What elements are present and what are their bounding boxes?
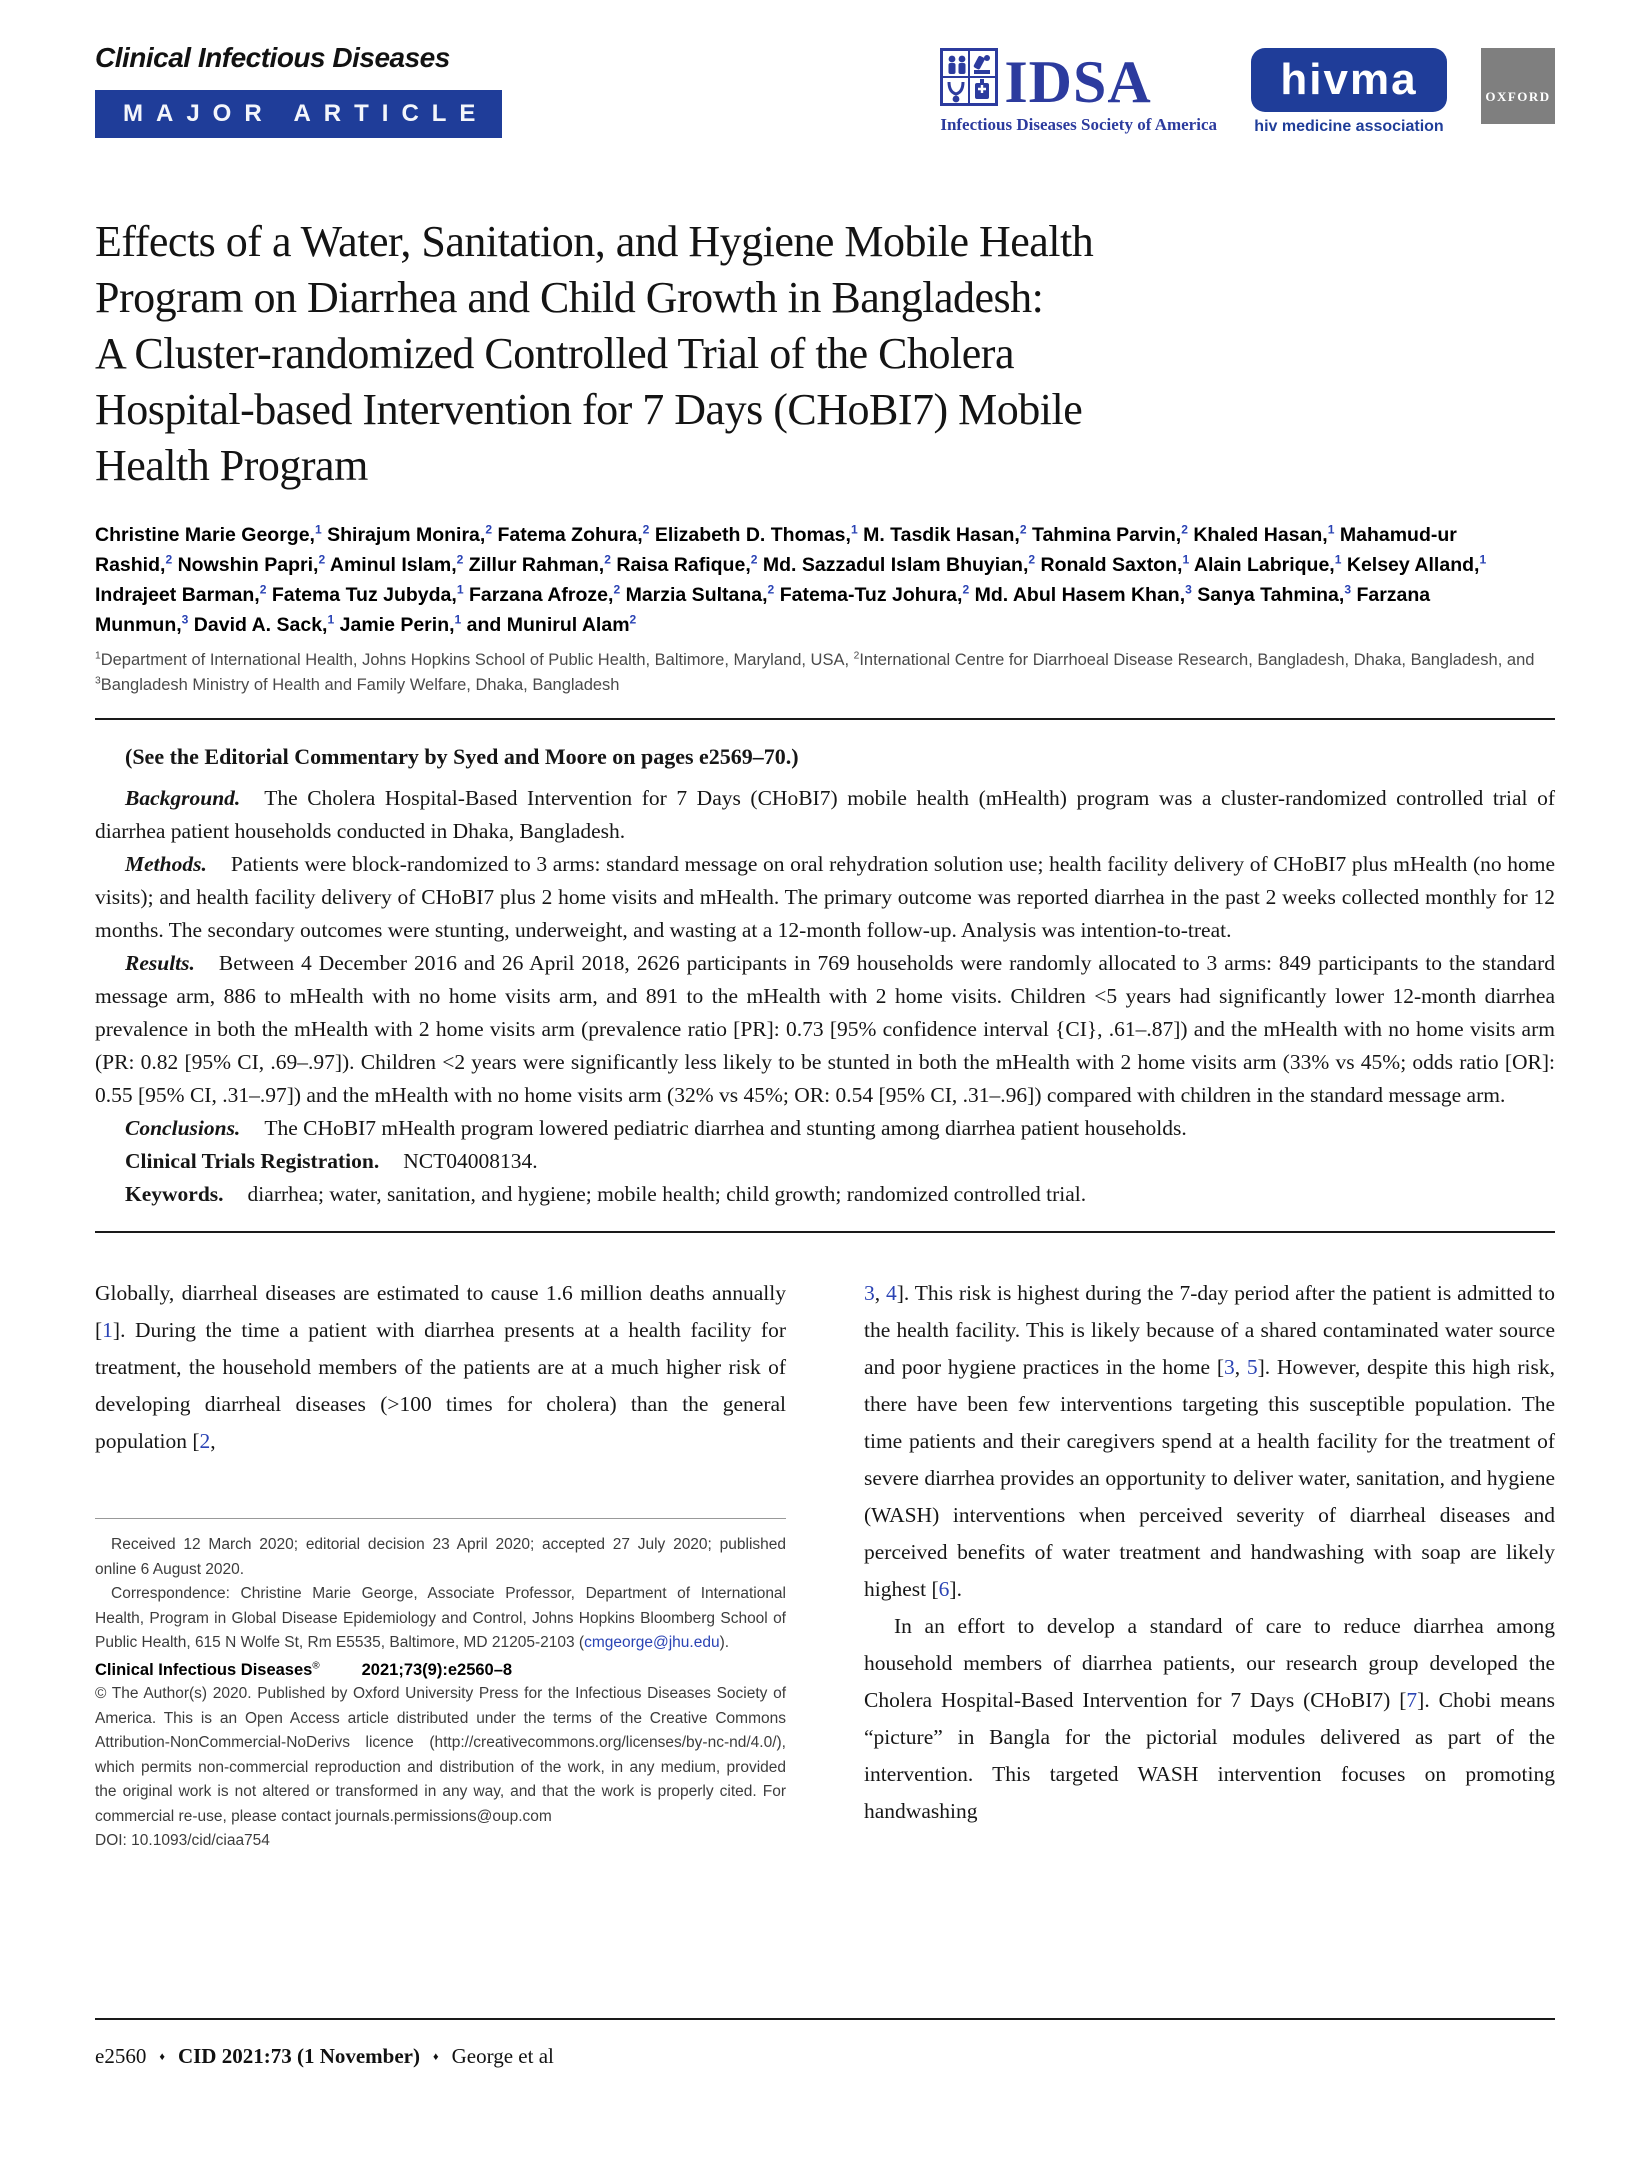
footnote-copyright: © The Author(s) 2020. Published by Oxford University Press for the Infectious Diseases Society of America. This is an Open Access article distributed under the terms of the Creative Commons Attribution-NonCommercial-NoDerivs licence (http://creativecommons.org/licenses/by-nc-nd/4.0/), which permits non-commercial reproduction and distribution of the work, in any medium, provided the original work is not altered or transformed in any way, and that the work is properly cited. For commercial re-use, please contact journals.permissions@oup.com bbox=[95, 1685, 786, 1825]
citation-ref[interactable]: 3 bbox=[864, 1281, 875, 1305]
author-affiliation-sup: 1 bbox=[456, 582, 464, 597]
author-affiliation-sup: 3 bbox=[181, 612, 189, 627]
hivma-logo bbox=[1251, 48, 1447, 136]
footnote-doi: DOI: 10.1093/cid/ciaa754 bbox=[95, 1832, 270, 1849]
author-affiliation-sup: 1 bbox=[1334, 552, 1342, 567]
hivma-wordmark: hivma bbox=[1251, 48, 1447, 112]
author-affiliation-sup: 2 bbox=[767, 582, 775, 597]
oxford-logo bbox=[1481, 48, 1555, 124]
abstract-trials-registration: Clinical Trials Registration. NCT04008134. bbox=[125, 1149, 538, 1173]
author-affiliation-sup: 2 bbox=[642, 522, 650, 537]
author-affiliation-sup: 2 bbox=[259, 582, 267, 597]
citation-ref[interactable]: 7 bbox=[1406, 1688, 1418, 1712]
author-affiliation-sup: 2 bbox=[318, 552, 326, 567]
abstract-keywords: Keywords. diarrhea; water, sanitation, and hygiene; mobile health; child growth; randomized controlled trial. bbox=[125, 1182, 1087, 1206]
author-name: Aminul Islam, bbox=[329, 554, 457, 576]
footnote-correspondence: Correspondence: Christine Marie George, Associate Professor, Department of International Health, Program in Global Disease Epidemiology and Control, Johns Hopkins Bloomberg School of Public Health, 615 N Wolfe St, Rm E5535, Baltimore, MD 21205-2103 (cmgeorge@jhu.edu). bbox=[95, 1585, 786, 1651]
author-affiliation-sup: 1 bbox=[850, 522, 858, 537]
author-name: Sanya Tahmina, bbox=[1197, 584, 1345, 606]
author-name: Mahamud-ur Rashid, bbox=[95, 524, 1457, 576]
masthead bbox=[95, 42, 1555, 138]
journal-name: Clinical Infectious Diseases bbox=[95, 42, 450, 73]
hivma-tagline: hiv medicine association bbox=[1254, 118, 1444, 135]
citation-ref[interactable]: 1 bbox=[102, 1318, 113, 1342]
author-name: Nowshin Papri, bbox=[177, 554, 319, 576]
citation-ref[interactable]: 5 bbox=[1246, 1355, 1258, 1379]
idsa-acronym: IDSA bbox=[1004, 49, 1152, 115]
author-name: Khaled Hasan, bbox=[1193, 524, 1328, 546]
author-affiliation-sup: 2 bbox=[456, 552, 464, 567]
abstract bbox=[95, 782, 1555, 1211]
author-name: Raisa Rafique, bbox=[616, 554, 751, 576]
author-name: Marzia Sultana, bbox=[625, 584, 768, 606]
article-title bbox=[95, 214, 1555, 494]
body-paragraph: 3, 4]. This risk is highest during the 7-day period after the patient is admitted to the health facility. This is likely because of a shared contaminated water source and poor hygiene practices in the home [3, 5]. However, despite this high risk, there have been few interventions targeting this susceptible population. The time patients and their caregivers spend at a health facility for the treatment of severe diarrhea provides an opportunity to deliver water, sanitation, and hygiene (WASH) interventions when perceived severity of diarrheal diseases and perceived benefits of water treatment and handwashing with soap are likely highest [6]. bbox=[864, 1281, 1556, 1601]
title-line: Health Program bbox=[95, 441, 368, 490]
author-affiliation-sup: 2 bbox=[485, 522, 493, 537]
footnotes bbox=[95, 1518, 786, 1854]
publisher-logos bbox=[940, 48, 1555, 136]
author-name: Farzana Afroze, bbox=[468, 584, 614, 606]
page-footer: e2560 ♦ CID 2021:73 (1 November) ♦ George et al bbox=[95, 2018, 1555, 2069]
author-affiliation-sup: 3 bbox=[1344, 582, 1352, 597]
author-affiliation-sup: 2 bbox=[1019, 522, 1027, 537]
author-name: Indrajeet Barman, bbox=[95, 584, 260, 606]
title-line: Hospital-based Intervention for 7 Days (CHoBI7) Mobile bbox=[95, 385, 1083, 434]
masthead-left bbox=[95, 42, 502, 138]
citation-ref[interactable]: 6 bbox=[938, 1577, 950, 1601]
author-name: Kelsey Alland, bbox=[1346, 554, 1480, 576]
author-name: Alain Labrique, bbox=[1193, 554, 1335, 576]
author-affiliation-sup: 2 bbox=[165, 552, 173, 567]
footnote-journal-citation: Clinical Infectious Diseases® 2021;73(9):e2560–8 bbox=[95, 1660, 513, 1679]
author-affiliation-sup: 1 bbox=[327, 612, 335, 627]
editorial-note: (See the Editorial Commentary by Syed and Moore on pages e2569–70.) bbox=[125, 744, 799, 769]
body-paragraph: Globally, diarrheal diseases are estimated to cause 1.6 million deaths annually [1]. During the time a patient with diarrhea presents at a health facility for treatment, the household members of the patients are at a much higher risk of developing diarrheal diseases (>100 times for cholera) than the general population [2, bbox=[95, 1281, 786, 1453]
author-affiliation-sup: 2 bbox=[750, 552, 758, 567]
author-name: Elizabeth D. Thomas, bbox=[654, 524, 851, 546]
idsa-crest-icon bbox=[940, 48, 998, 111]
abstract-methods: Methods. Patients were block-randomized to 3 arms: standard message on oral rehydration solution use; health facility delivery of CHoBI7 plus mHealth (no home visits); and health facility delivery of CHoBI7 plus 2 home visits and mHealth. The primary outcome was reported diarrhea in the past 2 weeks collected monthly for 12 months. The secondary outcomes were stunting, underweight, and wasting at a 12-month follow-up. Analysis was intention-to-treat. bbox=[95, 852, 1555, 942]
author-affiliation-sup: 2 bbox=[629, 612, 637, 627]
author-affiliation-sup: 1 bbox=[1479, 552, 1487, 567]
author-affiliation-sup: 1 bbox=[454, 612, 462, 627]
author-affiliation-sup: 2 bbox=[962, 582, 970, 597]
author-name: and Munirul Alam bbox=[466, 614, 630, 636]
author-name: Tahmina Parvin, bbox=[1032, 524, 1182, 546]
abstract-conclusions: Conclusions. The CHoBI7 mHealth program lowered pediatric diarrhea and stunting among diarrhea patient households. bbox=[125, 1116, 1187, 1140]
author-name: Fatema-Tuz Johura, bbox=[779, 584, 963, 606]
author-name: Fatema Zohura, bbox=[497, 524, 643, 546]
author-name: Zillur Rahman, bbox=[468, 554, 605, 576]
author-name: M. Tasdik Hasan, bbox=[863, 524, 1020, 546]
author-name: Ronald Saxton, bbox=[1040, 554, 1183, 576]
author-name: Md. Sazzadul Islam Bhuyian, bbox=[762, 554, 1029, 576]
abstract-results: Results. Between 4 December 2016 and 26 April 2018, 2626 participants in 769 households were randomly allocated to 3 arms: 849 participants to the standard message arm, 886 to mHealth with no home visits arm, and 891 to the mHealth with 2 home visits. Children <5 years had significantly lower 12-month diarrhea prevalence in both the mHealth with 2 home visits arm (prevalence ratio [PR]: 0.73 [95% confidence interval {CI}, .61–.87]) and the mHealth with no home visits arm (PR: 0.82 [95% CI, .69–.97]). Children <2 years were significantly less likely to be stunted in both the mHealth with 2 home visits arm (33% vs 45%; odds ratio [OR]: 0.55 [95% CI, .31–.97]) and the mHealth with no home visits arm (32% vs 45%; OR: 0.54 [95% CI, .31–.96]) compared with children in the standard message arm. bbox=[95, 951, 1555, 1107]
title-line: A Cluster-randomized Controlled Trial of the Cholera bbox=[95, 329, 1014, 378]
divider-rule-abstract bbox=[95, 1231, 1555, 1233]
author-affiliation-sup: 1 bbox=[314, 522, 322, 537]
citation-ref[interactable]: 3 bbox=[1224, 1355, 1235, 1379]
title-line: Effects of a Water, Sanitation, and Hygiene Mobile Health bbox=[95, 217, 1094, 266]
oxford-label: OXFORD bbox=[1485, 89, 1551, 104]
divider-rule-top bbox=[95, 718, 1555, 720]
author-name: Fatema Tuz Jubyda, bbox=[271, 584, 457, 606]
author-affiliation-sup: 1 bbox=[1327, 522, 1335, 537]
author-name: Jamie Perin, bbox=[339, 614, 455, 636]
idsa-logo bbox=[940, 48, 1217, 135]
email-link[interactable]: cmgeorge@jhu.edu bbox=[584, 1634, 720, 1651]
author-affiliation-sup: 2 bbox=[613, 582, 621, 597]
article-type-badge: MAJOR ARTICLE bbox=[95, 90, 502, 138]
author-name: Md. Abul Hasem Khan, bbox=[974, 584, 1186, 606]
author-affiliation-sup: 2 bbox=[1028, 552, 1036, 567]
author-list bbox=[95, 520, 1525, 640]
affiliations: $^1$Department of International Health, Johns Hopkins School of Public Health, Baltimore, Maryland, USA, $^2$International Centre for Diarrhoeal Disease Research, Bangladesh, Dhaka, Bangladesh, and $^3$Bangladesh Ministry of Health and Family Welfare, Dhaka, Bangladesh bbox=[95, 650, 1535, 694]
author-affiliation-sup: 2 bbox=[604, 552, 611, 567]
left-column bbox=[95, 1275, 786, 1854]
author-affiliation-sup: 1 bbox=[1182, 552, 1190, 567]
author-name: Christine Marie George, bbox=[95, 524, 315, 546]
citation-ref[interactable]: 4 bbox=[886, 1281, 897, 1305]
footnote-received: Received 12 March 2020; editorial decision 23 April 2020; accepted 27 July 2020; published online 6 August 2020. bbox=[95, 1536, 786, 1578]
citation-ref[interactable]: 2 bbox=[199, 1429, 211, 1453]
author-affiliation-sup: 2 bbox=[1181, 522, 1188, 537]
author-name: Shirajum Monira, bbox=[327, 524, 486, 546]
title-line: Program on Diarrhea and Child Growth in Bangladesh: bbox=[95, 273, 1044, 322]
author-name: Farzana Munmun, bbox=[95, 584, 1431, 636]
body-paragraph: In an effort to develop a standard of care to reduce diarrhea among household members of diarrhea patients, our research group developed the Cholera Hospital-Based Intervention for 7 Days (CHoBI7) [7]. Chobi means “picture” in Bangla for the pictorial modules delivered as part of the intervention. This targeted WASH intervention focuses on promoting handwashing bbox=[864, 1614, 1555, 1823]
right-column bbox=[864, 1275, 1555, 1854]
idsa-tagline: Infectious Diseases Society of America bbox=[940, 115, 1217, 134]
idsa-logo-top bbox=[940, 48, 1152, 115]
body-columns bbox=[95, 1275, 1555, 1854]
author-name: David A. Sack, bbox=[193, 614, 328, 636]
author-affiliation-sup: 3 bbox=[1185, 582, 1192, 597]
abstract-background: Background. The Cholera Hospital-Based Intervention for 7 Days (CHoBI7) mobile health (mHealth) program was a cluster-randomized controlled trial of diarrhea patient households conducted in Dhaka, Bangladesh. bbox=[95, 786, 1555, 843]
